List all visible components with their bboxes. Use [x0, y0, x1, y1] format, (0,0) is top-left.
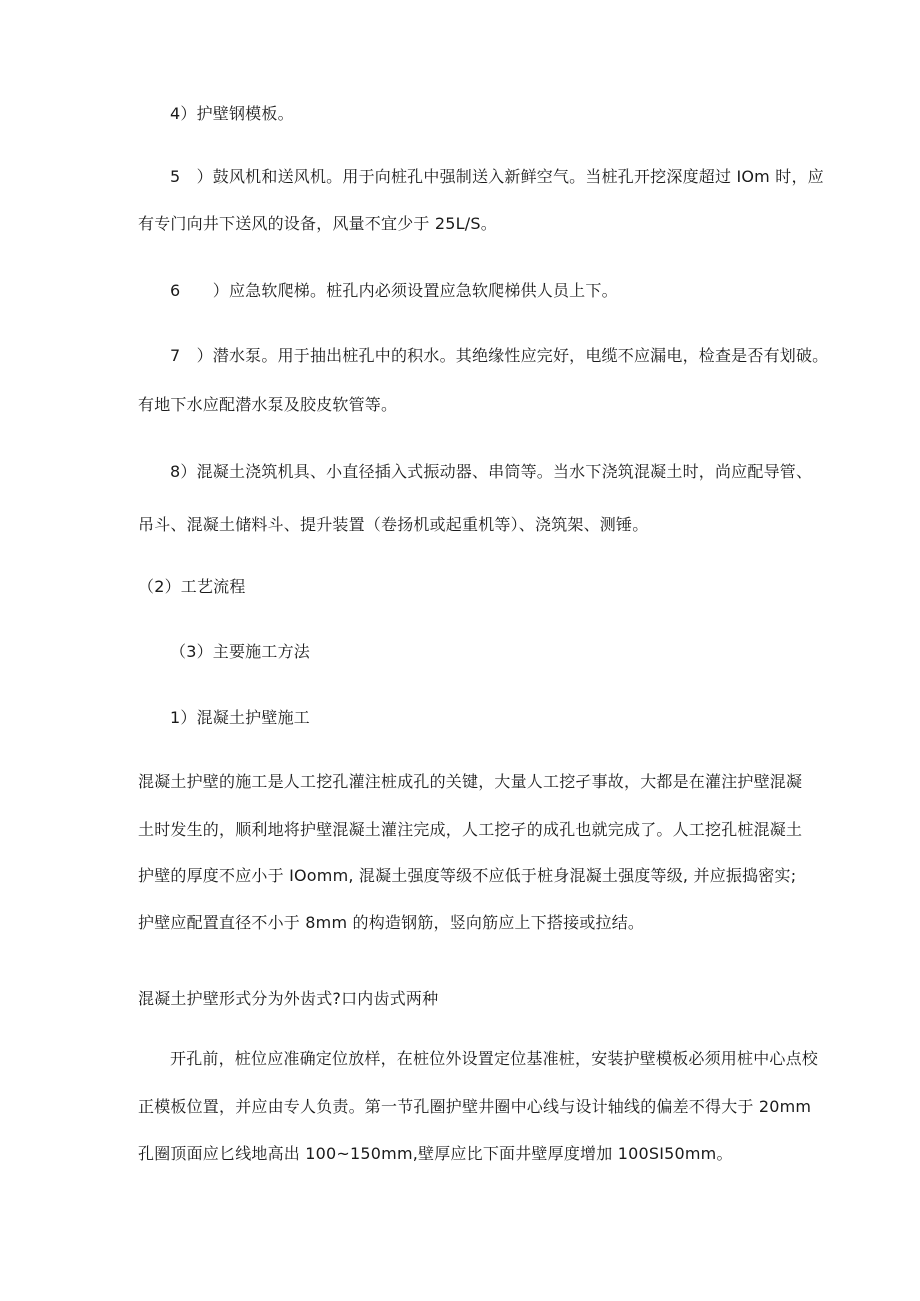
paragraph-line: 土时发生的，顺利地将护壁混凝土灌注完成，人工挖孑的成孔也就完成了。人工挖孔桩混凝土	[138, 820, 803, 839]
paragraph-line: 8）混凝土浇筑机具、小直径插入式振动器、串筒等。当水下浇筑混凝土时，尚应配导管、	[170, 462, 813, 481]
paragraph-line: 孔圈顶面应匕线地高出 100~150mm,壁厚应比下面井壁厚度增加 100SI50mm。	[138, 1144, 733, 1163]
paragraph-line: 有地下水应配潜水泵及胶皮软管等。	[138, 395, 398, 414]
subsection-heading: 1）混凝土护壁施工	[170, 708, 310, 727]
section-heading: （2）工艺流程	[138, 577, 246, 596]
paragraph-line: 混凝土护壁的施工是人工挖孔灌注桩成孔的关键，大量人工挖孑事故，大都是在灌注护壁混凝	[138, 772, 803, 791]
paragraph-line: 有专门向井下送风的设备，风量不宜少于 25L/S。	[138, 214, 497, 233]
paragraph-line: 混凝土护壁形式分为外齿式?口内齿式两种	[138, 989, 439, 1008]
paragraph-line: 护壁应配置直径不小于 8mm 的构造钢筋，竖向筋应上下搭接或拉结。	[138, 913, 645, 932]
paragraph-line: 开孔前，桩位应准确定位放样，在桩位外设置定位基准桩，安装护壁模板必须用桩中心点校	[170, 1049, 819, 1068]
section-heading: （3）主要施工方法	[170, 642, 310, 661]
paragraph-line: 正模板位置，并应由专人负责。第一节孔圈护壁井圈中心线与设计轴线的偏差不得大于 20mm	[138, 1097, 812, 1116]
paragraph-line: 5 ）鼓风机和送风机。用于向桩孔中强制送入新鲜空气。当桩孔开挖深度超过 IOm 时，应	[170, 167, 824, 186]
paragraph-line: 7 ）潜水泵。用于抽出桩孔中的积水。其绝缘性应完好，电缆不应漏电，检查是否有划破。	[170, 346, 829, 365]
paragraph-line: 4）护壁钢模板。	[170, 104, 294, 123]
paragraph-line: 6 ）应急软爬梯。桩孔内必须设置应急软爬梯供人员上下。	[170, 281, 618, 300]
paragraph-line: 吊斗、混凝土储料斗、提升装置（卷扬机或起重机等）、浇筑架、测锤。	[138, 515, 649, 534]
paragraph-line: 护壁的厚度不应小于 IOomm, 混凝土强度等级不应低于桩身混凝土强度等级, 并应振捣密实;	[138, 866, 797, 885]
